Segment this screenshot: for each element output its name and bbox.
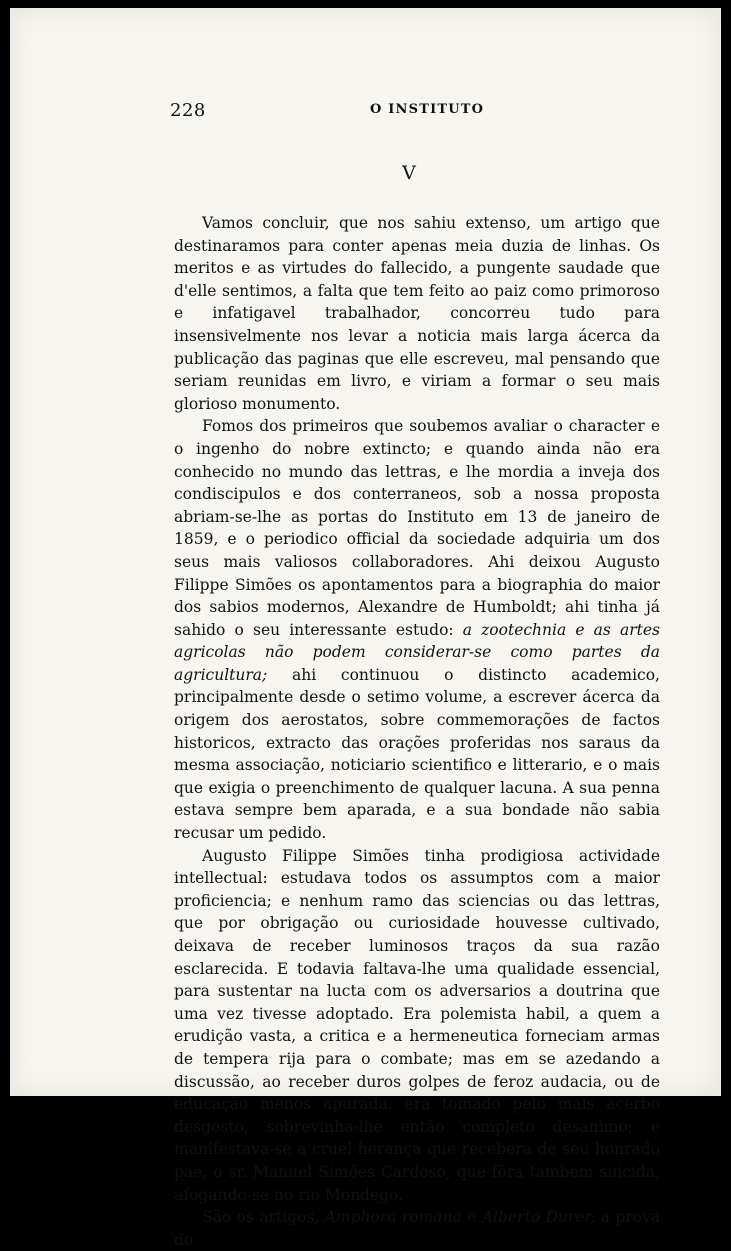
document-page: [10, 8, 721, 1249]
body-text: [174, 212, 660, 1251]
paragraph-4-italic-title-1: Amphora romana: [324, 1208, 462, 1227]
paragraph-4-text-a: São os artigos,: [202, 1208, 325, 1227]
page-header: [170, 100, 690, 124]
paragraph-4-text-b: e: [461, 1208, 482, 1227]
page-number: 228: [170, 100, 206, 121]
paragraph-4-italic-title-2: Alberto Durer,: [481, 1208, 596, 1227]
running-title: O INSTITUTO: [370, 102, 485, 117]
paragraph-2-text-b: ahi continuou o distincto academico, principalmente desde o setimo volume, a escrever ácerca da origem dos aerostatos, sobre commemorações de factos historicos, extracto das orações proferidas nos saraus da mesma associação, noticiario scientifico e litterario, e o mais que exigia o preenchimento de qualquer lacuna. A sua penna estava sempre bem aparada, e a sua bondade não sabia recusar um pedido.: [174, 665, 660, 843]
paragraph-4-text-c: a prova do: [174, 1208, 660, 1249]
paragraph-2: [174, 415, 660, 844]
paragraph-4: [174, 1206, 660, 1251]
paragraph-2-italic-title: a zootechnia e as artes agricolas não podem considerar-se como partes da agricultura;: [174, 620, 660, 684]
paragraph-2-text-a: Fomos dos primeiros que soubemos avaliar o character e o ingenho do nobre extincto; e quando ainda não era conhecido no mundo das lettras, e lhe mordia a inveja dos condiscipulos e dos conterraneos, sob a nossa proposta abriam-se-lhe as portas do Instituto em 13 de janeiro de 1859, e o periodico official da sociedade adquiria um dos seus mais valiosos collaboradores. Ahi deixou Augusto Filippe Simões os apontamentos para a biographia do maior dos sabios modernos, Alexandre de Humboldt; ahi tinha já sahido o seu interessante estudo:: [174, 417, 660, 639]
section-heading: V: [402, 162, 417, 184]
paragraph-1: Vamos concluir, que nos sahiu extenso, um artigo que destinaramos para conter apenas meia duzia de linhas. Os meritos e as virtudes do fallecido, a pungente saudade que d'elle sentimos, a falta que tem feito ao paiz como primoroso e infatigavel trabalhador, concorreu tudo para insensivelmente nos levar a noticia mais larga ácerca da publicação das paginas que elle escreveu, mal pensando que seriam reunidas em livro, e viriam a formar o seu mais glorioso monumento.: [174, 214, 660, 413]
paragraph-3: Augusto Filippe Simões tinha prodigiosa actividade intellectual: estudava todos os assumptos com a maior proficiencia; e nenhum ramo das sciencias ou das lettras, que por obrigação ou curiosidade houvesse cultivado, deixava de receber luminosos traços da sua razão esclarecida. E todavia faltava-lhe uma qualidade essencial, para sustentar na lucta com os adversarios a doutrina que uma vez tivesse adoptado. Era polemista habil, a quem a erudição vasta, a critica e a hermeneutica forneciam armas de tempera rija para o combate; mas em se azedando a discussão, ao receber duros golpes de feroz audacia, ou de educação menos apurada, era tomado pelo mais acerbo desgosto, sobrevinha-lhe então completo desanimo; e manifestava-se a cruel herança que recebera de seu honrado pae, o sr. Manuel Simões Cardoso, que fôra tambem suicida, afogando-se no rio Mondego.: [174, 846, 660, 1204]
